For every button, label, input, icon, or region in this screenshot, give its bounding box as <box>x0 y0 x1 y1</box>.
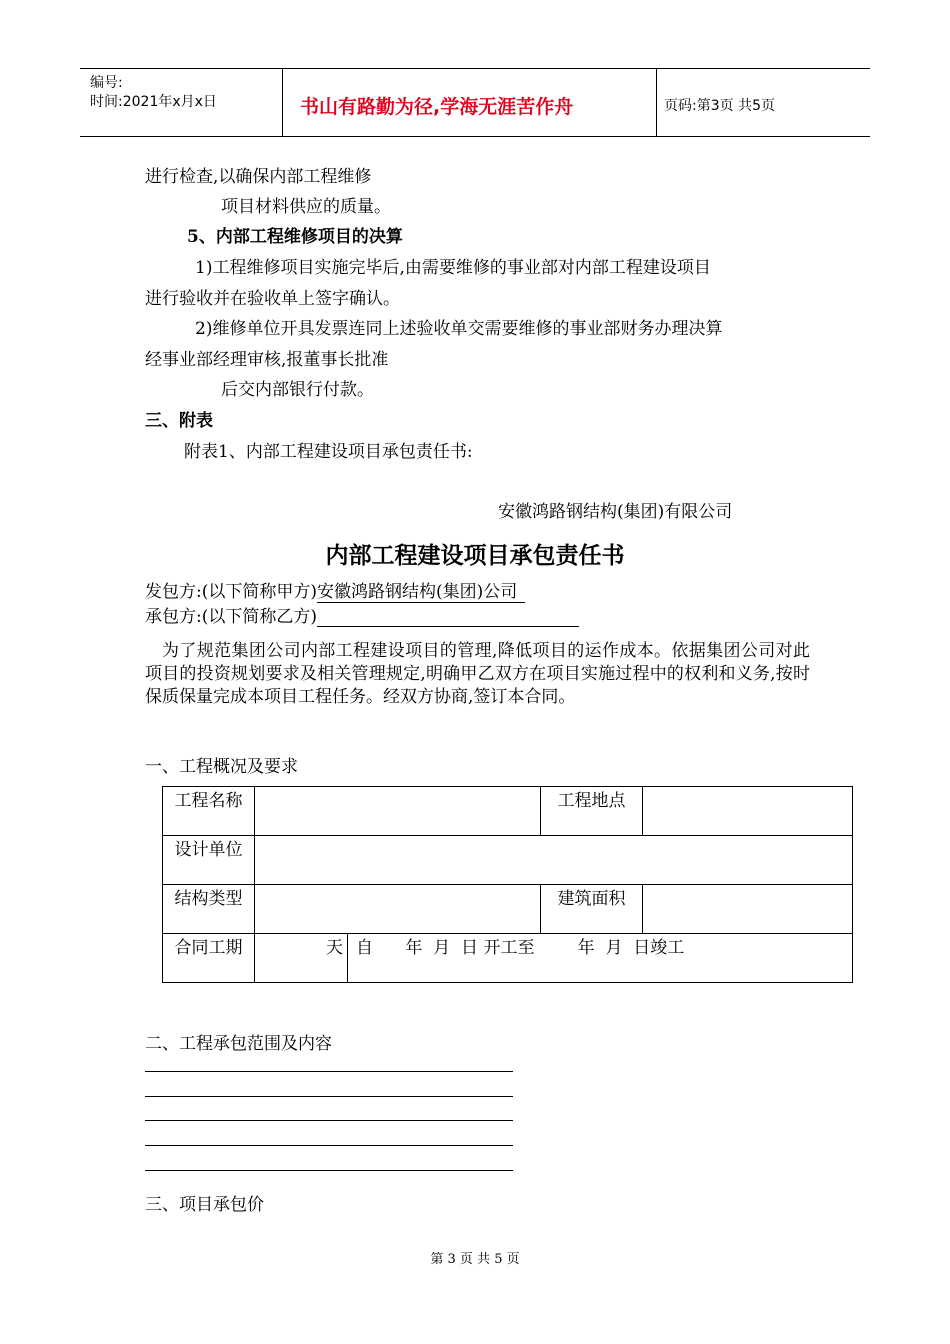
party-b-row <box>145 602 579 627</box>
header-page-info: 页码:第3页 共5页 <box>664 98 775 114</box>
table-row <box>163 885 853 934</box>
settlement-item-2-line-2: 经事业部经理审核,报董事长批准 <box>145 350 389 370</box>
section-heading-appendix: 三、附表 <box>145 411 213 431</box>
scope-blank-line <box>145 1096 513 1097</box>
design-unit-label: 设计单位 <box>163 836 255 885</box>
structure-type-value <box>255 885 541 934</box>
contract-period-dates: 自 年 月 日 开工至 年 月 日竣工 <box>348 934 853 983</box>
header-motto: 书山有路勤为径,学海无涯苦作舟 <box>300 96 574 118</box>
section-1-heading: 一、工程概况及要求 <box>145 757 298 777</box>
doc-date-label: 时间:2021年x月x日 <box>90 94 217 110</box>
scope-blank-line <box>145 1071 513 1072</box>
party-a-label: 发包方:(以下简称甲方) <box>145 582 317 602</box>
section-3-heading: 三、项目承包价 <box>145 1195 264 1215</box>
table-row <box>163 787 853 836</box>
scope-blank-line <box>145 1145 513 1146</box>
project-location-label: 工程地点 <box>541 787 643 836</box>
table-row <box>163 934 853 983</box>
contract-intro: 为了规范集团公司内部工程建设项目的管理,降低项目的运作成本。依据集团公司对此项目的投资规划要求及相关管理规定,明确甲乙双方在项目实施过程中的权利和义务,按时保质保量完成本项目工程任务。经双方协商,签订本合同。 <box>145 641 810 707</box>
header-bottom-rule <box>80 136 870 137</box>
project-location-value <box>643 787 853 836</box>
company-name: 安徽鸿路钢结构(集团)有限公司 <box>498 502 733 522</box>
header-divider-left <box>282 68 283 136</box>
settlement-item-1-line-2: 进行验收并在验收单上签字确认。 <box>145 289 400 309</box>
project-overview-table <box>162 786 853 983</box>
party-b-label: 承包方:(以下简称乙方) <box>145 607 317 627</box>
contract-period-days: 天 <box>255 934 348 983</box>
party-a-value: 安徽鸿路钢结构(集团)公司 <box>317 577 525 603</box>
scope-blank-line <box>145 1170 513 1171</box>
design-unit-value <box>255 836 853 885</box>
page-footer: 第 3 页 共 5 页 <box>430 1252 520 1267</box>
contract-period-label: 合同工期 <box>163 934 255 983</box>
body-line-1: 进行检查,以确保内部工程维修 <box>145 167 372 187</box>
appendix-item-1: 附表1、内部工程建设项目承包责任书: <box>184 442 473 462</box>
table-row <box>163 836 853 885</box>
project-name-value <box>255 787 541 836</box>
party-a-row <box>145 577 525 603</box>
body-line-2: 项目材料供应的质量。 <box>221 197 391 217</box>
section-2-heading: 二、工程承包范围及内容 <box>145 1034 332 1054</box>
doc-number-label: 编号: <box>90 75 123 91</box>
project-name-label: 工程名称 <box>163 787 255 836</box>
scope-blank-line <box>145 1120 513 1121</box>
building-area-label: 建筑面积 <box>541 885 643 934</box>
settlement-item-2-line-1: 2)维修单位开具发票连同上述验收单交需要维修的事业部财务办理决算 <box>195 319 723 339</box>
settlement-item-2-line-3: 后交内部银行付款。 <box>221 380 374 400</box>
header-divider-right <box>656 68 657 136</box>
party-b-blank <box>317 607 579 627</box>
building-area-value <box>643 885 853 934</box>
section-heading-5: 5、内部工程维修项目的决算 <box>187 227 403 247</box>
header-top-rule <box>80 68 870 69</box>
structure-type-label: 结构类型 <box>163 885 255 934</box>
contract-title: 内部工程建设项目承包责任书 <box>325 543 625 569</box>
settlement-item-1-line-1: 1)工程维修项目实施完毕后,由需要维修的事业部对内部工程建设项目 <box>195 258 711 278</box>
